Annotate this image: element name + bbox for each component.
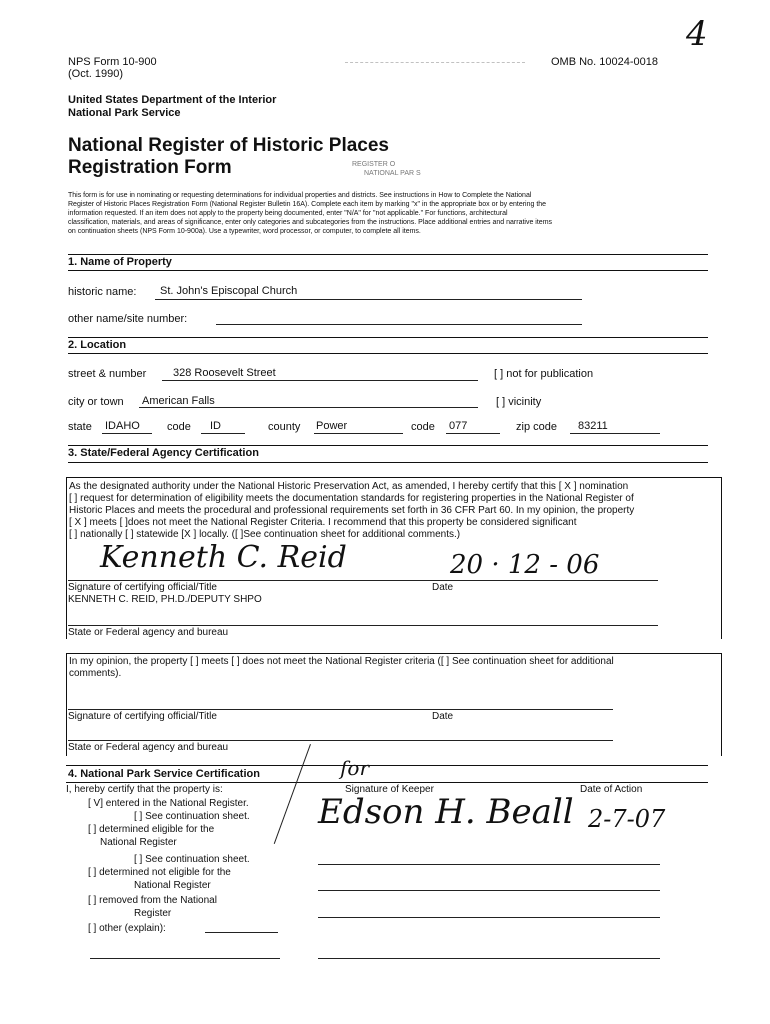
section-3-heading: 3. State/Federal Agency Certification [68,447,259,459]
city-label: city or town [68,396,124,408]
other-name-line[interactable] [216,324,582,325]
opinion-line-1: In my opinion, the property [ ] meets [ ] does not meet the National Register criteria ([ ] See continuation sheet for additional [69,656,614,667]
historic-name-line [155,299,582,300]
street-line [162,380,478,381]
shpo-date-handwritten: 20 · 12 - 06 [450,550,600,580]
other-name-label: other name/site number: [68,313,188,325]
section-divider [68,270,708,271]
status-removed[interactable]: [ ] removed from the National [88,895,217,906]
form-id: NPS Form 10-900 [68,56,157,68]
status-not-eligible-sub: National Register [134,880,211,891]
instructions [68,191,718,236]
keeper-line-1 [318,864,660,865]
stamp-line-1: REGISTER O [352,161,396,168]
date-label-2: Date [432,711,454,722]
instruction-line: Register of Historic Places Registration Form (National Register Bulletin 16A). Complete each item by marking "x" in the appropriate box or by entering the [68,201,547,208]
keeper-line-2 [318,890,660,891]
section-divider [68,254,708,255]
agency-label: State or Federal agency and bureau [68,627,229,638]
state-line [102,433,152,434]
department-name: United States Department of the Interior [68,94,277,106]
status-continuation[interactable]: [ ] See continuation sheet. [134,811,250,822]
instruction-line: This form is for use in nominating or requesting determinations for individual properties and districts. See instructions in How to Complete the National [68,192,532,199]
signature-label-2: Signature of certifying official/Title [68,711,217,722]
state-code-line [201,433,245,434]
other-explain-line[interactable] [205,932,278,933]
county-line [314,433,403,434]
signature-label: Signature of certifying official/Title [68,582,217,593]
for-annotation: for [340,756,370,780]
form-date: (Oct. 1990) [68,68,124,80]
form-title-line-1: National Register of Historic Places [68,135,389,156]
state-label: state [68,421,92,433]
section-4-heading: 4. National Park Service Certification [68,768,260,780]
section-divider [66,765,708,766]
date-of-action-label: Date of Action [580,784,643,795]
status-eligible-sub: National Register [100,837,177,848]
date-of-action-handwritten: 2-7-07 [588,805,666,833]
stamp-line-2: NATIONAL PAR S [364,170,421,177]
keeper-line-4 [90,958,280,959]
date-label: Date [432,582,454,593]
keeper-line-3 [318,917,660,918]
state-code-value[interactable]: ID [210,420,221,432]
omb-number: OMB No. 10024-0018 [551,56,659,68]
state-value[interactable]: IDAHO [105,420,140,432]
county-label: county [268,421,301,433]
county-code-label: code [411,421,435,433]
agency-line-2 [68,740,613,741]
city-line [139,407,478,408]
agency-line [68,625,658,626]
vicinity-checkbox[interactable]: [ ] vicinity [496,396,542,408]
nps-status-list [88,798,308,936]
cert-line: Historic Places and meets the procedural and professional requirements set forth in 36 CFR Part 60. In my opinion, the property [69,505,635,516]
keeper-signature: Edson H. Beall [318,792,574,832]
keeper-signature-label: Signature of Keeper [345,784,434,795]
historic-name-value[interactable]: St. John's Episcopal Church [160,285,298,297]
form-title-line-2: Registration Form [68,157,232,178]
certification-paragraph [69,481,719,541]
shpo-signature: Kenneth C. Reid [100,540,347,575]
status-continuation[interactable]: [ ] See continuation sheet. [134,854,250,865]
section-divider [66,782,708,783]
cert-line: [ ] nationally [ ] statewide [X ] locally. ([ ]See continuation sheet for additional comments.) [69,529,461,540]
zip-value[interactable]: 83211 [578,420,608,432]
section-divider [68,445,708,446]
status-not-eligible[interactable]: [ ] determined not eligible for the [88,867,231,878]
county-value[interactable]: Power [316,420,348,432]
section-divider [68,462,708,463]
cert-line: [ X ] meets [ ]does not meet the National Register Criteria. I recommend that this property be considered significant [69,517,577,528]
status-entered[interactable]: [ V] entered in the National Register. [88,798,249,809]
street-label: street & number [68,368,147,380]
signature-line [68,580,658,581]
opinion-line-2: comments). [69,668,122,679]
instruction-line: classification, materials, and areas of significance, enter only categories and subcategories from the instructions. Place additional entries and narrative items [68,219,553,226]
city-value[interactable]: American Falls [142,395,215,407]
status-other[interactable]: [ ] other (explain): [88,923,166,934]
county-code-line [446,433,500,434]
keeper-line-5 [318,958,660,959]
cert-line: As the designated authority under the National Historic Preservation Act, as amended, I hereby certify that this [ X ] nomination [69,481,629,492]
instruction-line: information requested. If an item does not apply to the property being documented, enter "N/A" for "not applicable." For functions, architectural [68,210,508,217]
signature-line-2 [68,709,613,710]
section-divider [68,337,708,338]
agency-name: National Park Service [68,107,181,119]
not-for-publication-checkbox[interactable]: [ ] not for publication [494,368,594,380]
state-code-label: code [167,421,191,433]
nps-certify-statement: I, hereby certify that the property is: [66,784,223,795]
section-2-heading: 2. Location [68,339,127,351]
section-divider [68,353,708,354]
county-code-value[interactable]: 077 [449,420,468,432]
zip-label: zip code [516,421,557,433]
agency-label-2: State or Federal agency and bureau [68,742,229,753]
historic-name-label: historic name: [68,286,137,298]
cert-line: [ ] request for determination of eligibility meets the documentation standards for registering properties in the National Register of [69,493,634,504]
status-removed-sub: Register [134,908,172,919]
section-1-heading: 1. Name of Property [68,256,172,268]
status-eligible[interactable]: [ ] determined eligible for the [88,824,215,835]
official-name: KENNETH C. REID, PH.D./DEPUTY SHPO [68,594,262,605]
street-value[interactable]: 328 Roosevelt Street [173,367,276,379]
received-stamp [352,160,421,178]
instruction-line: on continuation sheets (NPS Form 10-900a). Use a typewriter, word processor, or computer, to complete all items. [68,228,421,235]
zip-line [570,433,660,434]
stamp-mark [345,62,525,123]
page-number-handwritten: 4 [686,14,708,54]
